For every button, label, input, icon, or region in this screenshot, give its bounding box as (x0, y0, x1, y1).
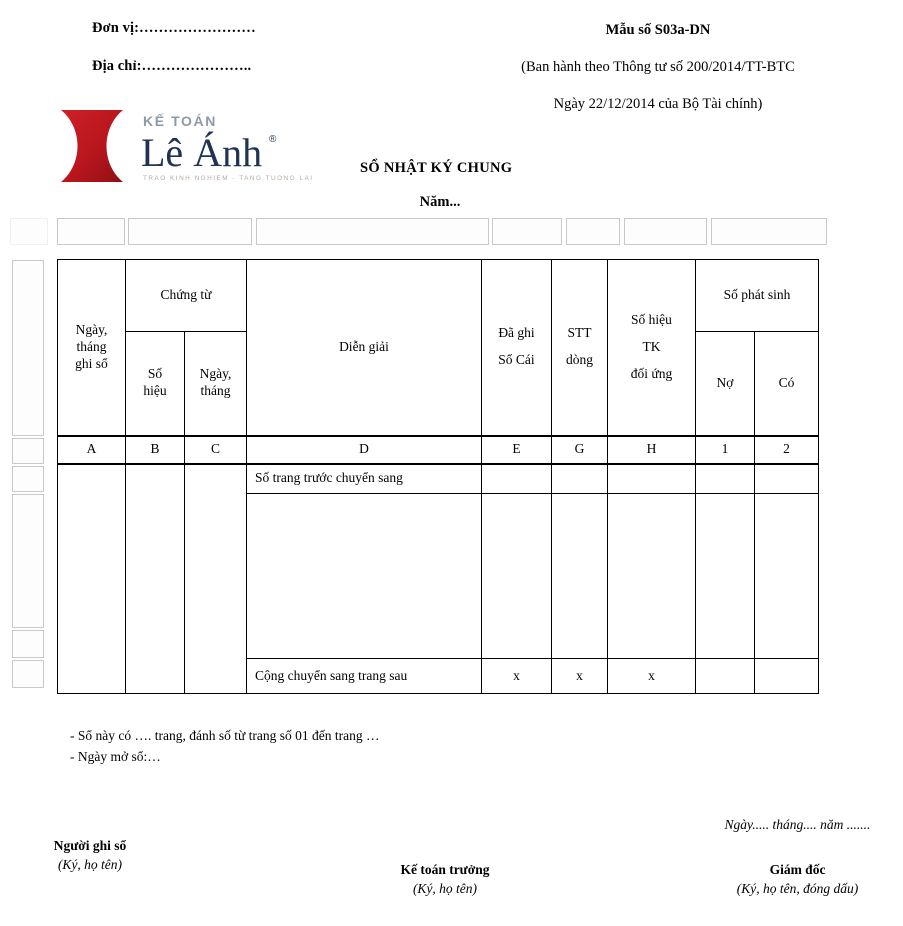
cell-line-no-blank[interactable] (552, 494, 608, 659)
page-title: SỔ NHẬT KÝ CHUNG (360, 160, 513, 176)
th-ledger: Đã ghi Sổ Cái (482, 260, 552, 436)
cell-account-blank[interactable] (608, 494, 696, 659)
year-label: Năm... (419, 194, 461, 210)
signature-recorder (10, 838, 170, 873)
col-letter-g: G (552, 436, 608, 464)
th-credit: Có (755, 332, 819, 436)
col-letter-h: H (608, 436, 696, 464)
cell-description-carry-out[interactable]: Cộng chuyển sang trang sau (247, 659, 482, 694)
form-meta-block (453, 0, 863, 113)
th-description: Diễn giải (247, 260, 482, 436)
cell-voucher-number[interactable] (126, 464, 185, 694)
cell-debit-blank[interactable] (696, 494, 755, 659)
address-label: Địa chỉ:………………….. (92, 58, 252, 74)
cell-account-carry-in[interactable] (608, 464, 696, 494)
cell-line-no-carry-out[interactable]: x (552, 659, 608, 694)
th-voucher-date: Ngày, tháng (185, 332, 247, 436)
col-letter-1: 1 (696, 436, 755, 464)
cell-debit-carry-out[interactable] (696, 659, 755, 694)
signature-director-sub: (Ký, họ tên, đóng dấu) (736, 881, 859, 896)
placeholder-cell-5[interactable] (566, 218, 620, 245)
col-letter-c: C (185, 436, 247, 464)
placeholder-row-letters[interactable] (12, 438, 44, 464)
cell-ledger-carry-in[interactable] (482, 464, 552, 494)
issuing-circular-line1: (Ban hành theo Thông tư số 200/2014/TT-BTC (521, 59, 795, 75)
cell-description-carry-in[interactable]: Số trang trước chuyển sang (247, 464, 482, 494)
th-voucher-number: Số hiệu (126, 332, 185, 436)
logo-registered-icon: ® (269, 134, 277, 145)
logo-tagline: TRAO KINH NGHIEM - TANG TUONG LAI (143, 175, 314, 182)
col-letter-a: A (58, 436, 126, 464)
th-debit: Nợ (696, 332, 755, 436)
note-open-date: - Ngày mở sổ:… (70, 748, 161, 764)
col-letter-b: B (126, 436, 185, 464)
placeholder-row-carry-in[interactable] (12, 466, 44, 492)
company-logo (57, 106, 327, 186)
signature-recorder-role: Người ghi sổ (53, 838, 127, 853)
cell-ledger-carry-out[interactable]: x (482, 659, 552, 694)
placeholder-row-extra[interactable] (12, 630, 44, 658)
footer-notes (70, 726, 380, 768)
note-pages: - Sổ này có …. trang, đánh số từ trang số 01 đến trang … (70, 728, 380, 743)
placeholder-row-carry-out[interactable] (12, 660, 44, 688)
table-column-letters-row (58, 436, 819, 464)
issuing-circular-line2: Ngày 22/12/2014 của Bộ Tài chính) (553, 96, 763, 112)
logo-brand-top: KẾ TOÁN (143, 113, 217, 129)
placeholder-cell-2[interactable] (128, 218, 252, 245)
th-voucher-group: Chứng từ (126, 260, 247, 332)
signature-chief-accountant (355, 862, 535, 897)
signature-recorder-sub: (Ký, họ tên) (57, 857, 123, 872)
logo-brand-main: Lê Ánh (141, 130, 263, 175)
th-amount-group: Số phát sinh (696, 260, 819, 332)
placeholder-cell-6[interactable] (624, 218, 707, 245)
placeholder-cell-3[interactable] (256, 218, 489, 245)
cell-credit-carry-out[interactable] (755, 659, 819, 694)
col-letter-2: 2 (755, 436, 819, 464)
placeholder-cell-margin-top[interactable] (10, 218, 48, 245)
logo-svg (57, 106, 327, 186)
cell-credit-carry-in[interactable] (755, 464, 819, 494)
placeholder-row-blank[interactable] (12, 494, 44, 628)
placeholder-cell-1[interactable] (57, 218, 125, 245)
th-account-code: Số hiệu TK đối ứng (608, 260, 696, 436)
placeholder-row-header[interactable] (12, 260, 44, 436)
th-line-number: STT dòng (552, 260, 608, 436)
signature-director (690, 862, 903, 897)
placeholder-cell-4[interactable] (492, 218, 562, 245)
signature-chief-sub: (Ký, họ tên) (412, 881, 478, 896)
col-letter-d: D (247, 436, 482, 464)
cell-ledger-blank[interactable] (482, 494, 552, 659)
col-letter-e: E (482, 436, 552, 464)
table-header-row-1 (58, 260, 819, 332)
unit-label: Đơn vị:…………………… (92, 20, 256, 36)
journal-table (57, 259, 819, 694)
signature-date-line: Ngày..... tháng.... năm ....... (724, 817, 871, 832)
table-row[interactable] (58, 464, 819, 494)
placeholder-cell-7[interactable] (711, 218, 827, 245)
signature-chief-role: Kế toán trưởng (400, 862, 490, 877)
signature-director-role: Giám đốc (769, 862, 826, 877)
cell-date-record[interactable] (58, 464, 126, 694)
th-date-record: Ngày, tháng ghi sổ (58, 260, 126, 436)
cell-description-blank[interactable] (247, 494, 482, 659)
cell-account-carry-out[interactable]: x (608, 659, 696, 694)
cell-debit-carry-in[interactable] (696, 464, 755, 494)
cell-credit-blank[interactable] (755, 494, 819, 659)
logo-mark-icon (61, 110, 123, 182)
cell-line-no-carry-in[interactable] (552, 464, 608, 494)
form-number: Mẫu số S03a-DN (605, 22, 711, 38)
cell-voucher-date[interactable] (185, 464, 247, 694)
